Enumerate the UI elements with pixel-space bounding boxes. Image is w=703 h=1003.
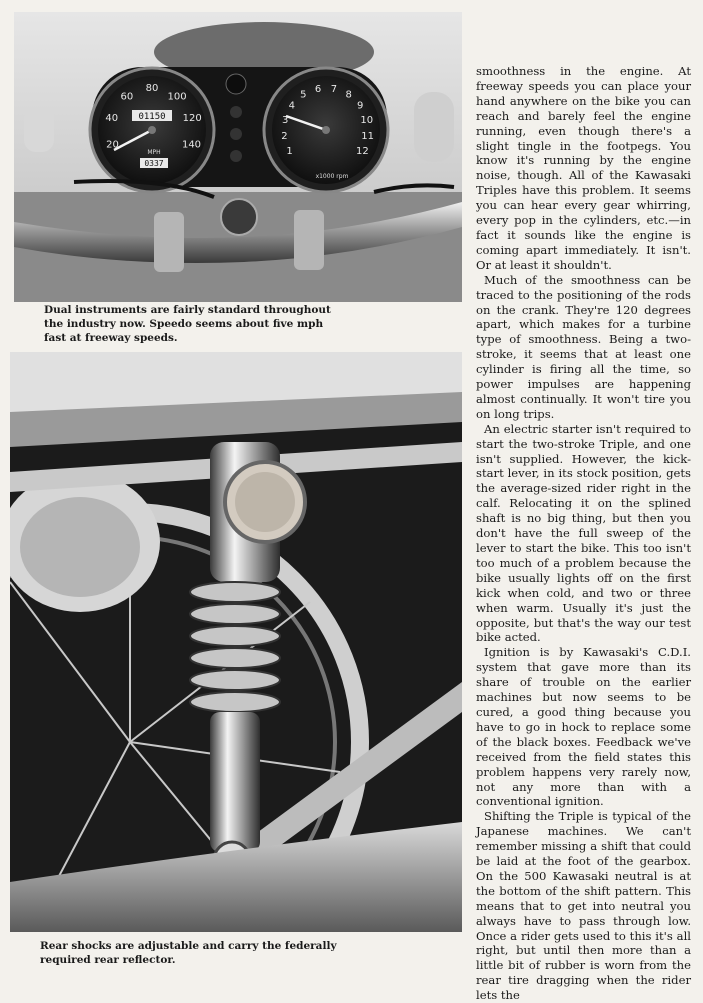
top-photo-caption: Dual instruments are fairly standard throughout the industry now. Speedo seems about five mph fast at freeway speeds. bbox=[44, 304, 331, 344]
speedo-tick-label: 100 bbox=[167, 91, 187, 103]
tach-tick-label: 1 bbox=[286, 146, 293, 157]
tach-tick-label: 7 bbox=[330, 83, 338, 95]
rear-shock-photo bbox=[10, 352, 462, 932]
tach-tick-label: 9 bbox=[357, 100, 364, 112]
bottom-photo-caption: Rear shocks are adjustable and carry the federally required rear reflector. bbox=[40, 940, 337, 966]
speedo-tick-label: 60 bbox=[120, 91, 134, 103]
tach-tick-label: 4 bbox=[288, 100, 295, 112]
tach-tick-label: 8 bbox=[345, 89, 352, 101]
ignition-switch bbox=[221, 199, 257, 235]
speedo-unit: MPH bbox=[147, 149, 161, 156]
speedo-tick-label: 40 bbox=[105, 113, 119, 124]
article-paragraph: Ignition is by Kawasaki's C.D.I. system that gave more than its share of trouble on the earlier machines but now seems to be cured, a good thing because you have to go in hock to replace some of the black boxes. Feedback we've received from the field states this problem happens very rarely now, not any more than with a conventional ignition. bbox=[476, 645, 691, 809]
article-column bbox=[476, 64, 691, 1003]
tach-tick-label: 11 bbox=[361, 131, 374, 142]
tach-tick-label: 6 bbox=[314, 83, 322, 95]
speedo-tick-label: 140 bbox=[181, 139, 202, 151]
speedo-trip: 0337 bbox=[144, 159, 164, 168]
speedo-tick-label: 20 bbox=[106, 139, 119, 151]
tach-tick-label: 12 bbox=[356, 146, 369, 157]
speedo-tick-label: 80 bbox=[145, 83, 159, 94]
tach-tick-label: 5 bbox=[300, 89, 307, 101]
instruments-photo bbox=[14, 12, 462, 302]
speedo-odometer: 01150 bbox=[138, 112, 166, 122]
article-paragraph: An electric starter isn't required to start the two-stroke Triple, and one isn't supplied. However, the kick-start lever, in its stock position, gets the average-sized rider right in the calf. Relocating it on the splined shaft is no big thing, but then you don't have the full sweep of the lever to start the bike. This too isn't too much of a problem because the bike usually lights off on the first kick when cold, and two or three when warm. Usually it's just the opposite, but that's the way our test bike acted. bbox=[476, 421, 691, 645]
tach-unit: x1000 rpm bbox=[315, 173, 349, 180]
instruments-illustration bbox=[14, 12, 462, 302]
tach-tick-label: 10 bbox=[360, 115, 374, 127]
article-paragraph: Shifting the Triple is typical of the Japanese machines. We can't remember missing a shift that could be laid at the foot of the gearbox. On the 500 Kawasaki neutral is at the bottom of the shift pattern. This means that to get into neutral you always have to pass through low. Once a rider gets used to this it's all right, but until then more than a little bit of rubber is worn from the rear tire dragging when the rider lets the bbox=[476, 809, 691, 1003]
tach-tick-label: 3 bbox=[282, 115, 289, 127]
rear-shock-illustration bbox=[10, 352, 462, 932]
speedo-tick-label: 120 bbox=[182, 113, 202, 124]
article-paragraph: Much of the smoothness can be traced to the positioning of the rods on the crank. They're 120 degrees apart, which makes for a turbine type of smoothness. Being a two-stroke, it seems that at least one cylinder is firing all the time, so power impulses are happening almost continually. It won't tire you on long trips. bbox=[476, 272, 691, 421]
tach-tick-label: 2 bbox=[281, 131, 288, 142]
article-paragraph: smoothness in the engine. At freeway speeds you can place your hand anywhere on the bike you can reach and barely feel the engine running, even though there's a slight tingle in the footpegs. You know it's running by the engine noise, though. All of the Kawasaki Triples have this problem. It seems you can hear every gear whirring, every pop in the cylinders, etc.—in fact it sounds like the engine is coming apart immediately. It isn't. Or at least it shouldn't. bbox=[476, 64, 691, 272]
